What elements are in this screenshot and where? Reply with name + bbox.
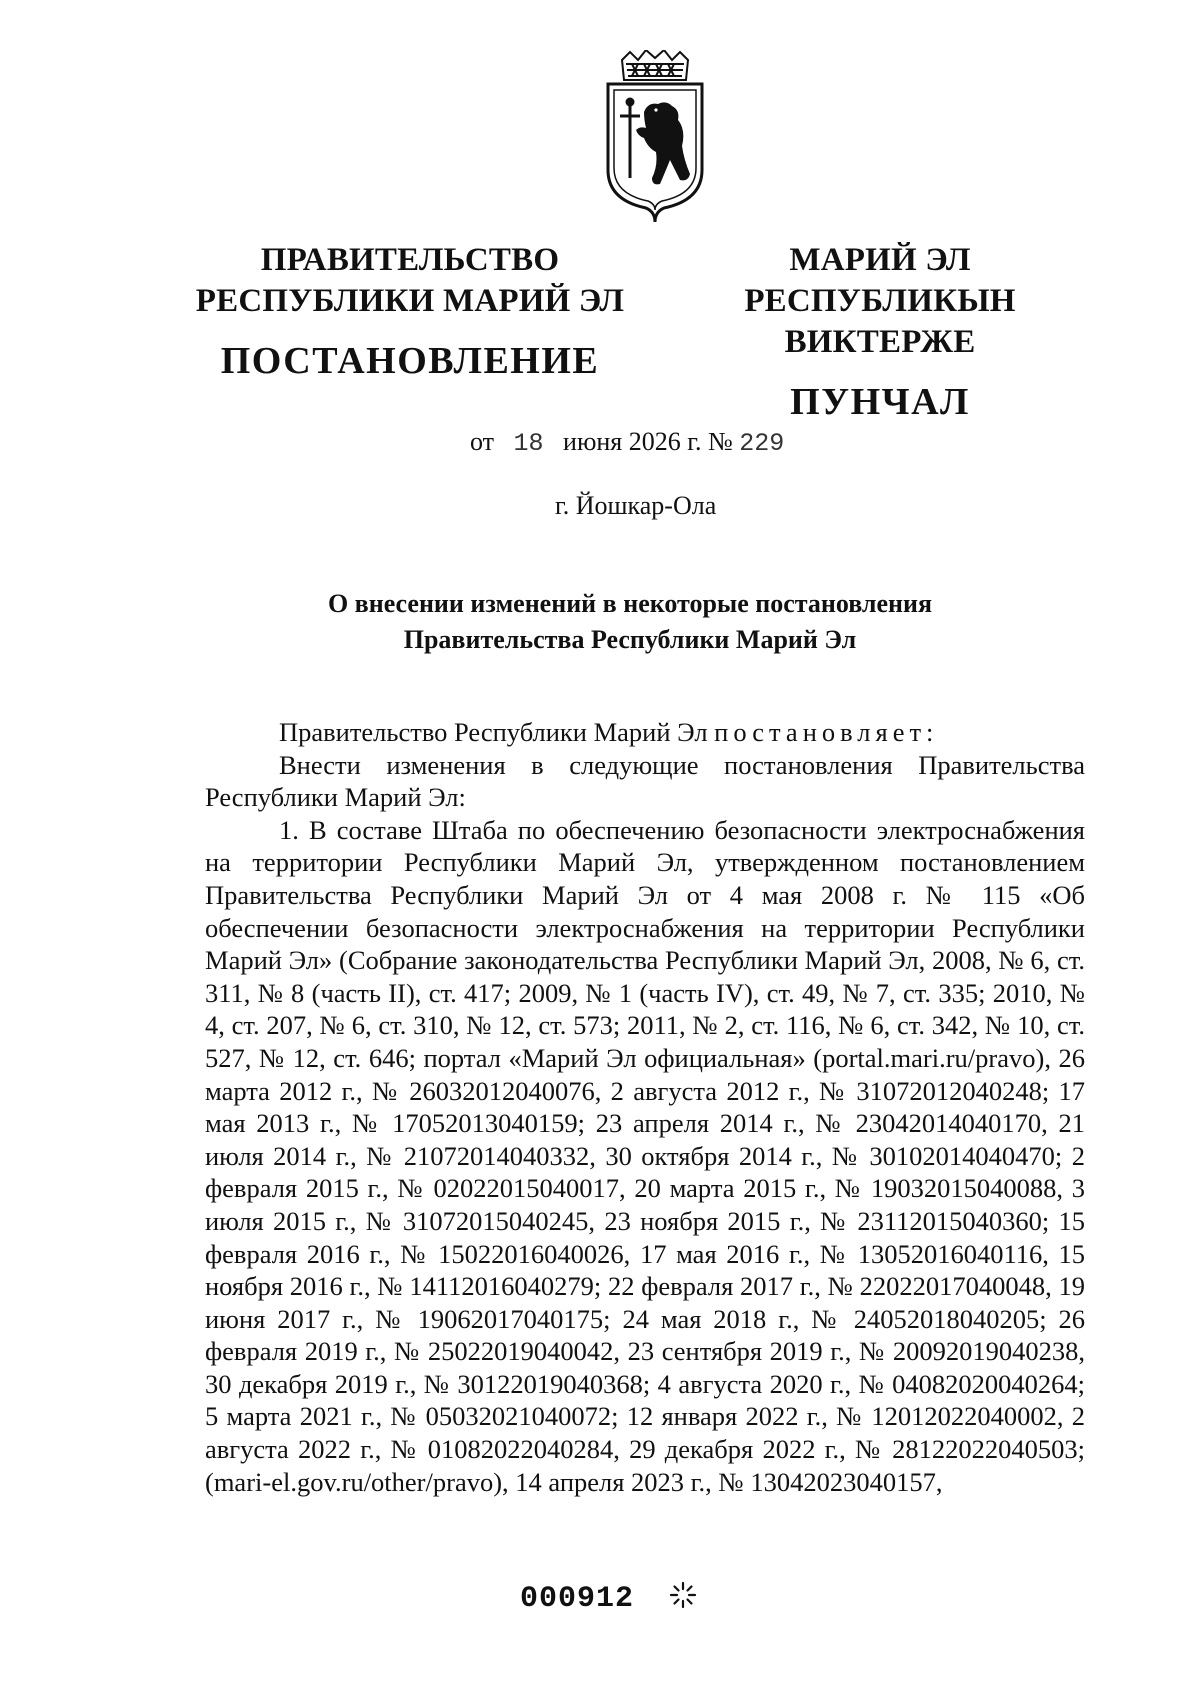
date-day: 18: [513, 429, 544, 458]
security-asterisk-icon: [668, 1580, 698, 1610]
doc-type-mari: ПУНЧАЛ: [790, 381, 970, 423]
subject-line1: О внесении изменений в некоторые постановления: [327, 589, 933, 618]
decree-lead-text: Правительство Республики Марий Эл: [279, 717, 708, 747]
date-prefix: от: [470, 427, 495, 456]
decree-number: 229: [739, 429, 785, 458]
decree-body: [205, 716, 1085, 1498]
form-serial-number: 000912: [520, 1582, 635, 1616]
doc-type-russian: ПОСТАНОВЛЕНИЕ: [220, 340, 600, 382]
header-left: [190, 240, 630, 384]
subject-line2: Правительства Республики Марий Эл: [403, 625, 857, 654]
decree-lead-paragraph: [205, 716, 1085, 749]
coat-of-arms-mari-el-icon: [600, 50, 710, 225]
org-name-mari-line2: ВИКТЕРЖЕ: [784, 324, 976, 360]
org-name-mari-line1: МАРИЙ ЭЛ РЕСПУБЛИКЫН: [744, 242, 1016, 319]
item-1-paragraph: 1. В составе Штаба по обеспечению безопасности электроснабжения на территории Республики Марий Эл, утвержденном постановлением Правительства Республики Марий Эл от 4 мая 2008 г. № 115 «Об обеспечении безопасности электроснабжения на территории Республики Марий Эл» (Собрание законодательства Республики Марий Эл, 2008, № 6, ст. 311, № 8 (часть II), ст. 417; 2009, № 1 (часть IV), ст. 49, № 7, ст. 335; 2010, № 4, ст. 207, № 6, ст. 310, № 12, ст. 573; 2011, № 2, ст. 116, № 6, ст. 342, № 10, ст. 527, № 12, ст. 646; портал «Марий Эл официальная» (portal.mari.ru/pravo), 26 марта 2012 г., № 26032012040076, 2 августа 2012 г., № 31072012040248; 17 мая 2013 г., № 17052013040159; 23 апреля 2014 г., № 23042014040170, 21 июля 2014 г., № 21072014040332, 30 октября 2014 г., № 30102014040470; 2 февраля 2015 г., № 02022015040017, 20 марта 2015 г., № 19032015040088, 3 июля 2015 г., № 31072015040245, 23 ноября 2015 г., № 23112015040360; 15 февраля 2016 г., № 15022016040026, 17 мая 2016 г., № 13052016040116, 15 ноября 2016 г., № 14112016040279; 22 февраля 2017 г., № 22022017040048, 19 июня 2017 г., № 19062017040175; 24 мая 2018 г., № 24052018040205; 26 февраля 2019 г., № 25022019040042, 23 сентября 2019 г., № 20092019040238, 30 декабря 2019 г., № 30122019040368; 4 августа 2020 г., № 04082020040264; 5 марта 2021 г., № 05032021040072; 12 января 2022 г., № 12012022040002, 2 августа 2022 г., № 01082022040284, 29 декабря 2022 г., № 28122022040503; (mari-el.gov.ru/other/pravo), 14 апреля 2023 г., № 13042023040157,: [205, 814, 1085, 1497]
intro-paragraph: Внести изменения в следующие постановления Правительства Республики Марий Эл:: [205, 749, 1085, 813]
org-name-russian-line1: ПРАВИТЕЛЬСТВО: [260, 242, 560, 278]
decree-verb: постановляет:: [714, 717, 939, 747]
date-month-year: июня 2026 г. №: [563, 427, 733, 456]
org-name-russian-line2: РЕСПУБЛИКИ МАРИЙ ЭЛ: [195, 283, 625, 319]
header-right: [655, 240, 1105, 425]
decree-date-line: [470, 427, 784, 458]
city-name: г. Йошкар-Ола: [555, 491, 717, 520]
decree-subject: [180, 586, 1080, 658]
